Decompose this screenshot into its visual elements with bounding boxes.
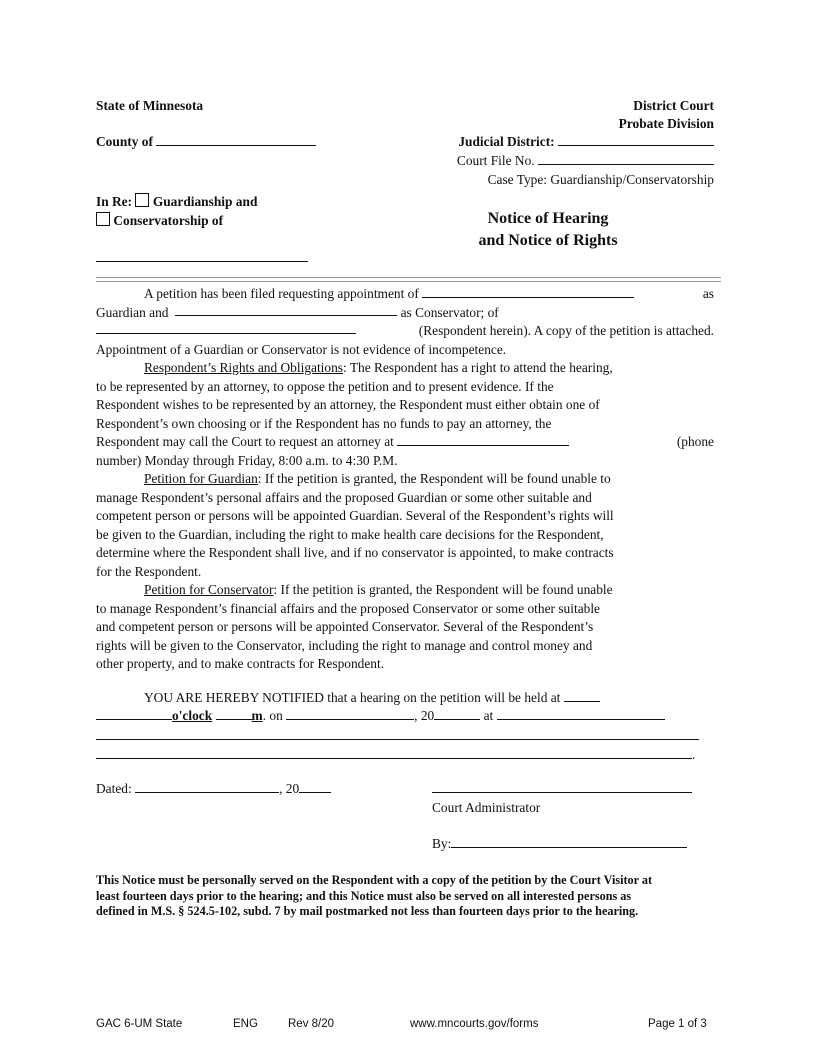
para1-as-conservator: as Conservator; of <box>400 304 499 320</box>
petitioner-field[interactable] <box>422 286 634 298</box>
guardian-l3: competent person or persons will be appointed Guardian. Several of the Respondent’s rights will <box>96 508 614 523</box>
hearing-year-field[interactable] <box>434 708 480 720</box>
by-label: By: <box>432 836 452 851</box>
judicial-district-label: Judicial District: <box>458 134 555 149</box>
hearing-minute-field[interactable] <box>96 708 172 720</box>
division-label: Probate Division <box>618 116 714 131</box>
hearing-line3 <box>96 728 699 744</box>
location-field-2[interactable] <box>96 728 699 740</box>
oclock-label: o'clock <box>172 708 213 723</box>
court-file-field[interactable] <box>538 153 714 165</box>
conservator-heading: Petition for Conservator <box>144 582 274 597</box>
respondent-name-line <box>96 250 308 266</box>
hearing-date-field[interactable] <box>286 708 414 720</box>
hearing-location-field[interactable] <box>497 708 665 720</box>
footer-form-code: GAC 6-UM State <box>96 1018 183 1030</box>
dated-line <box>96 781 331 797</box>
dated-year-field[interactable] <box>299 781 331 793</box>
para1-guardian-and: Guardian and <box>96 304 169 320</box>
guardian-l6: for the Respondent. <box>96 563 202 579</box>
respondent-field[interactable] <box>96 322 356 334</box>
hearing-period: . <box>692 747 696 762</box>
conservator-field[interactable] <box>175 304 397 316</box>
admin-signature-line <box>432 781 692 797</box>
petition-paragraph <box>96 285 714 674</box>
court-file-label: Court File No. <box>456 153 535 168</box>
footer-url[interactable]: www.mncourts.gov/forms <box>410 1018 539 1030</box>
divider-top <box>96 277 721 278</box>
footer-page: Page 1 of 3 <box>648 1018 707 1030</box>
para1-text: A petition has been filed requesting appointment of <box>144 286 419 301</box>
rights-l1: : The Respondent has a right to attend the hearing, <box>343 360 613 375</box>
rights-l6: number) Monday through Friday, 8:00 a.m. to 4:30 P.M. <box>96 452 398 468</box>
in-re-line2 <box>96 212 223 229</box>
conservator-l1: : If the petition is granted, the Respondent will be found unable <box>273 582 613 597</box>
guardian-l5: determine where the Respondent shall live, and if no conservator is appointed, to make contracts <box>96 545 614 560</box>
title-line1: Notice of Hearing <box>487 210 609 227</box>
at-label: at <box>483 708 494 723</box>
guardian-l1: : If the petition is granted, the Respondent will be found unable to <box>257 471 611 486</box>
year-prefix: , 20 <box>414 708 435 723</box>
para1-not-evidence: Appointment of a Guardian or Conservator is not evidence of incompetence. <box>96 341 507 357</box>
in-re-line1 <box>96 193 257 210</box>
divider-bottom <box>96 281 721 282</box>
hearing-time-field[interactable] <box>564 690 600 702</box>
state-label: State of Minnesota <box>96 98 204 113</box>
court-label: District Court <box>633 98 714 113</box>
rights-l3: Respondent wishes to be represented by an attorney, the Respondent must either obtain one of <box>96 397 600 412</box>
conservator-l2: to manage Respondent’s financial affairs and the proposed Conservator or some other suitable <box>96 600 600 616</box>
conservatorship-label: Conservatorship of <box>113 213 224 228</box>
title-line2: and Notice of Rights <box>478 232 618 249</box>
county-field[interactable] <box>156 134 316 146</box>
rights-l4: Respondent’s own choosing or if the Respondent has no funds to pay an attorney, the <box>96 415 552 431</box>
conservator-l3: and competent person or persons will be appointed Conservator. Several of the Respondent’s <box>96 619 594 634</box>
court-file-line <box>457 153 714 169</box>
county-label: County of <box>96 134 153 149</box>
location-field-3[interactable] <box>96 747 692 759</box>
notice-l2: least fourteen days prior to the hearing; and this Notice must also be served on all interested persons as <box>96 888 632 903</box>
admin-label: Court Administrator <box>432 800 541 815</box>
respondent-name-field[interactable] <box>96 250 308 262</box>
rights-l5a: Respondent may call the Court to request an attorney at <box>96 434 394 449</box>
hearing-line2 <box>96 708 665 724</box>
case-type: Case Type: Guardianship/Conservatorship <box>487 172 714 187</box>
conservator-l4: rights will be given to the Conservator, including the right to manage and control money and <box>96 637 593 653</box>
by-field[interactable] <box>451 836 687 848</box>
conservator-l5: other property, and to make contracts for Respondent. <box>96 656 385 671</box>
ampm-field[interactable] <box>216 708 252 720</box>
guardian-l2: manage Respondent’s personal affairs and the proposed Guardian or some other suitable and <box>96 489 592 505</box>
para1-as: as <box>702 286 714 301</box>
dated-year-prefix: , 20 <box>279 781 300 796</box>
guardian-l4: be given to the Guardian, including the right to make health care decisions for the Respondent, <box>96 526 604 542</box>
rights-l5b: (phone <box>676 434 714 449</box>
judicial-district-field[interactable] <box>558 134 714 146</box>
hearing-line4 <box>96 747 695 763</box>
rights-l2: to be represented by an attorney, to oppose the petition and to present evidence. If the <box>96 378 554 394</box>
hearing-line1 <box>144 690 600 706</box>
service-notice <box>96 873 714 920</box>
conservatorship-checkbox[interactable] <box>96 212 110 226</box>
hearing-text: YOU ARE HEREBY NOTIFIED that a hearing on the petition will be held at <box>144 690 561 705</box>
notice-l1: This Notice must be personally served on the Respondent with a copy of the petition by the Court Visitor at <box>96 873 653 887</box>
dated-label: Dated: <box>96 781 132 796</box>
by-line <box>432 836 687 852</box>
footer-language: ENG <box>233 1018 258 1030</box>
guardian-heading: Petition for Guardian <box>144 471 258 486</box>
m-label: m <box>251 708 263 723</box>
dated-field[interactable] <box>135 781 279 793</box>
judicial-district-line <box>458 134 714 150</box>
phone-field[interactable] <box>397 434 569 446</box>
footer-revision: Rev 8/20 <box>288 1018 335 1030</box>
admin-signature-field[interactable] <box>432 781 692 793</box>
county-line <box>96 134 316 150</box>
rights-heading: Respondent’s Rights and Obligations <box>144 360 343 375</box>
para1-respondent-herein: (Respondent herein). A copy of the petition is attached. <box>418 323 714 338</box>
guardianship-checkbox[interactable] <box>135 193 149 207</box>
guardianship-label: Guardianship and <box>152 194 258 209</box>
in-re-label: In Re: <box>96 194 133 209</box>
on-label: . on <box>262 708 283 723</box>
notice-l3: defined in M.S. § 524.5-102, subd. 7 by mail postmarked not less than fourteen days prior to the hearing. <box>96 904 639 918</box>
